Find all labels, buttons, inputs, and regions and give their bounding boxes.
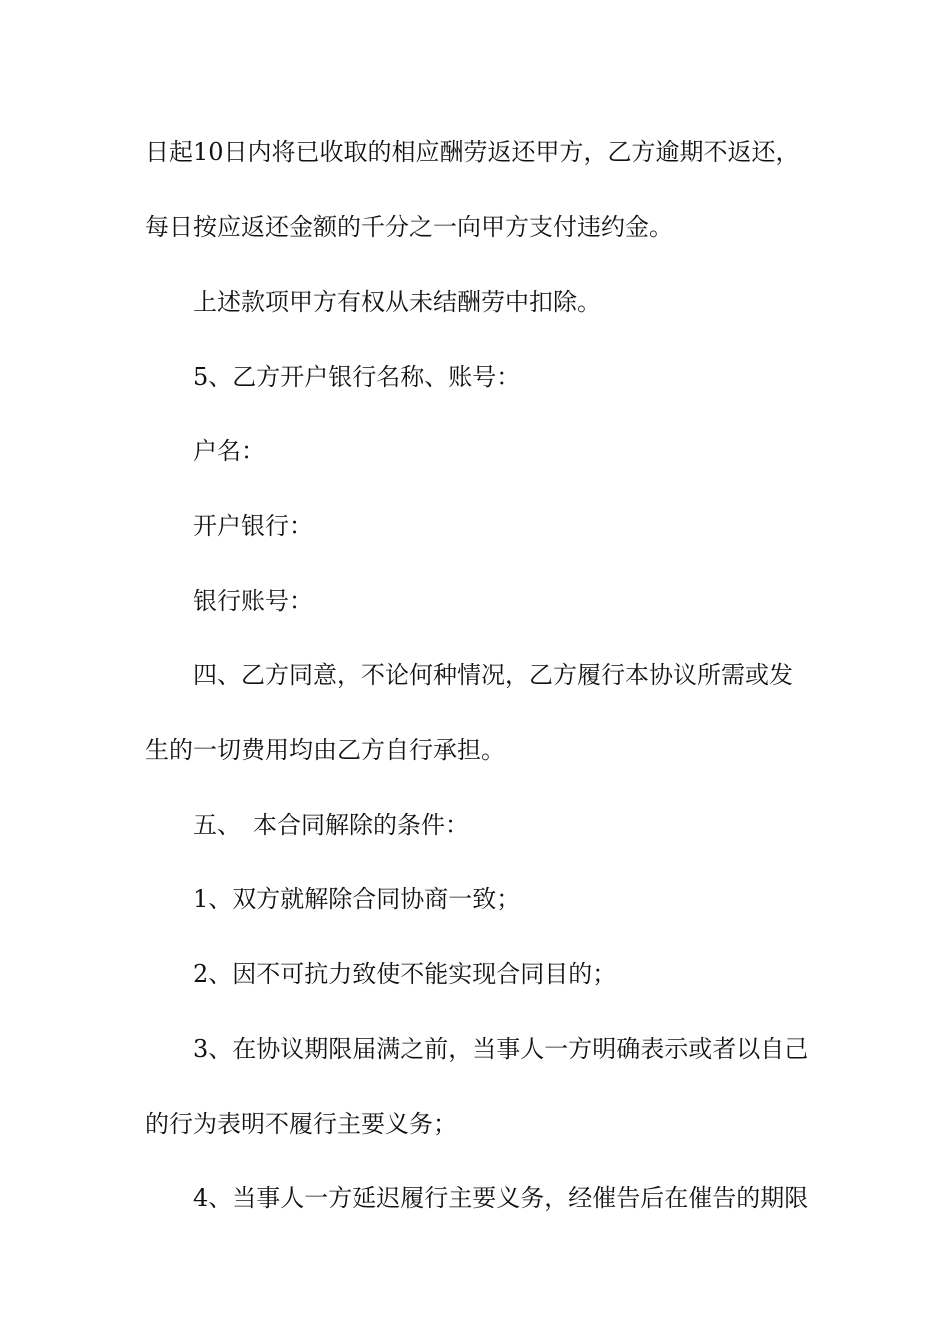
- text-line-5: 户名：: [193, 437, 265, 465]
- text-line-10: 五、 本合同解除的条件：: [193, 811, 469, 839]
- text-line-15: 4、当事人一方延迟履行主要义务，经催告后在催告的期限: [193, 1184, 809, 1212]
- text-line-12: 2、因不可抗力致使不能实现合同目的；: [193, 960, 617, 988]
- text-line-14: 的行为表明不履行主要义务；: [145, 1110, 457, 1138]
- text-line-3: 上述款项甲方有权从未结酬劳中扣除。: [193, 288, 601, 316]
- text-line-7: 银行账号：: [193, 587, 313, 615]
- text-line-2: 每日按应返还金额的千分之一向甲方支付违约金。: [145, 213, 673, 241]
- text-line-9: 生的一切费用均由乙方自行承担。: [145, 736, 505, 764]
- text-line-8: 四、乙方同意，不论何种情况，乙方履行本协议所需或发: [193, 661, 793, 689]
- text-line-11: 1、双方就解除合同协商一致；: [193, 885, 521, 913]
- text-line-6: 开户银行：: [193, 512, 313, 540]
- text-line-1: 日起10日内将已收取的相应酬劳返还甲方，乙方逾期不返还，: [145, 138, 800, 166]
- text-line-13: 3、在协议期限届满之前，当事人一方明确表示或者以自己: [193, 1035, 809, 1063]
- text-line-4: 5、乙方开户银行名称、账号：: [193, 363, 521, 391]
